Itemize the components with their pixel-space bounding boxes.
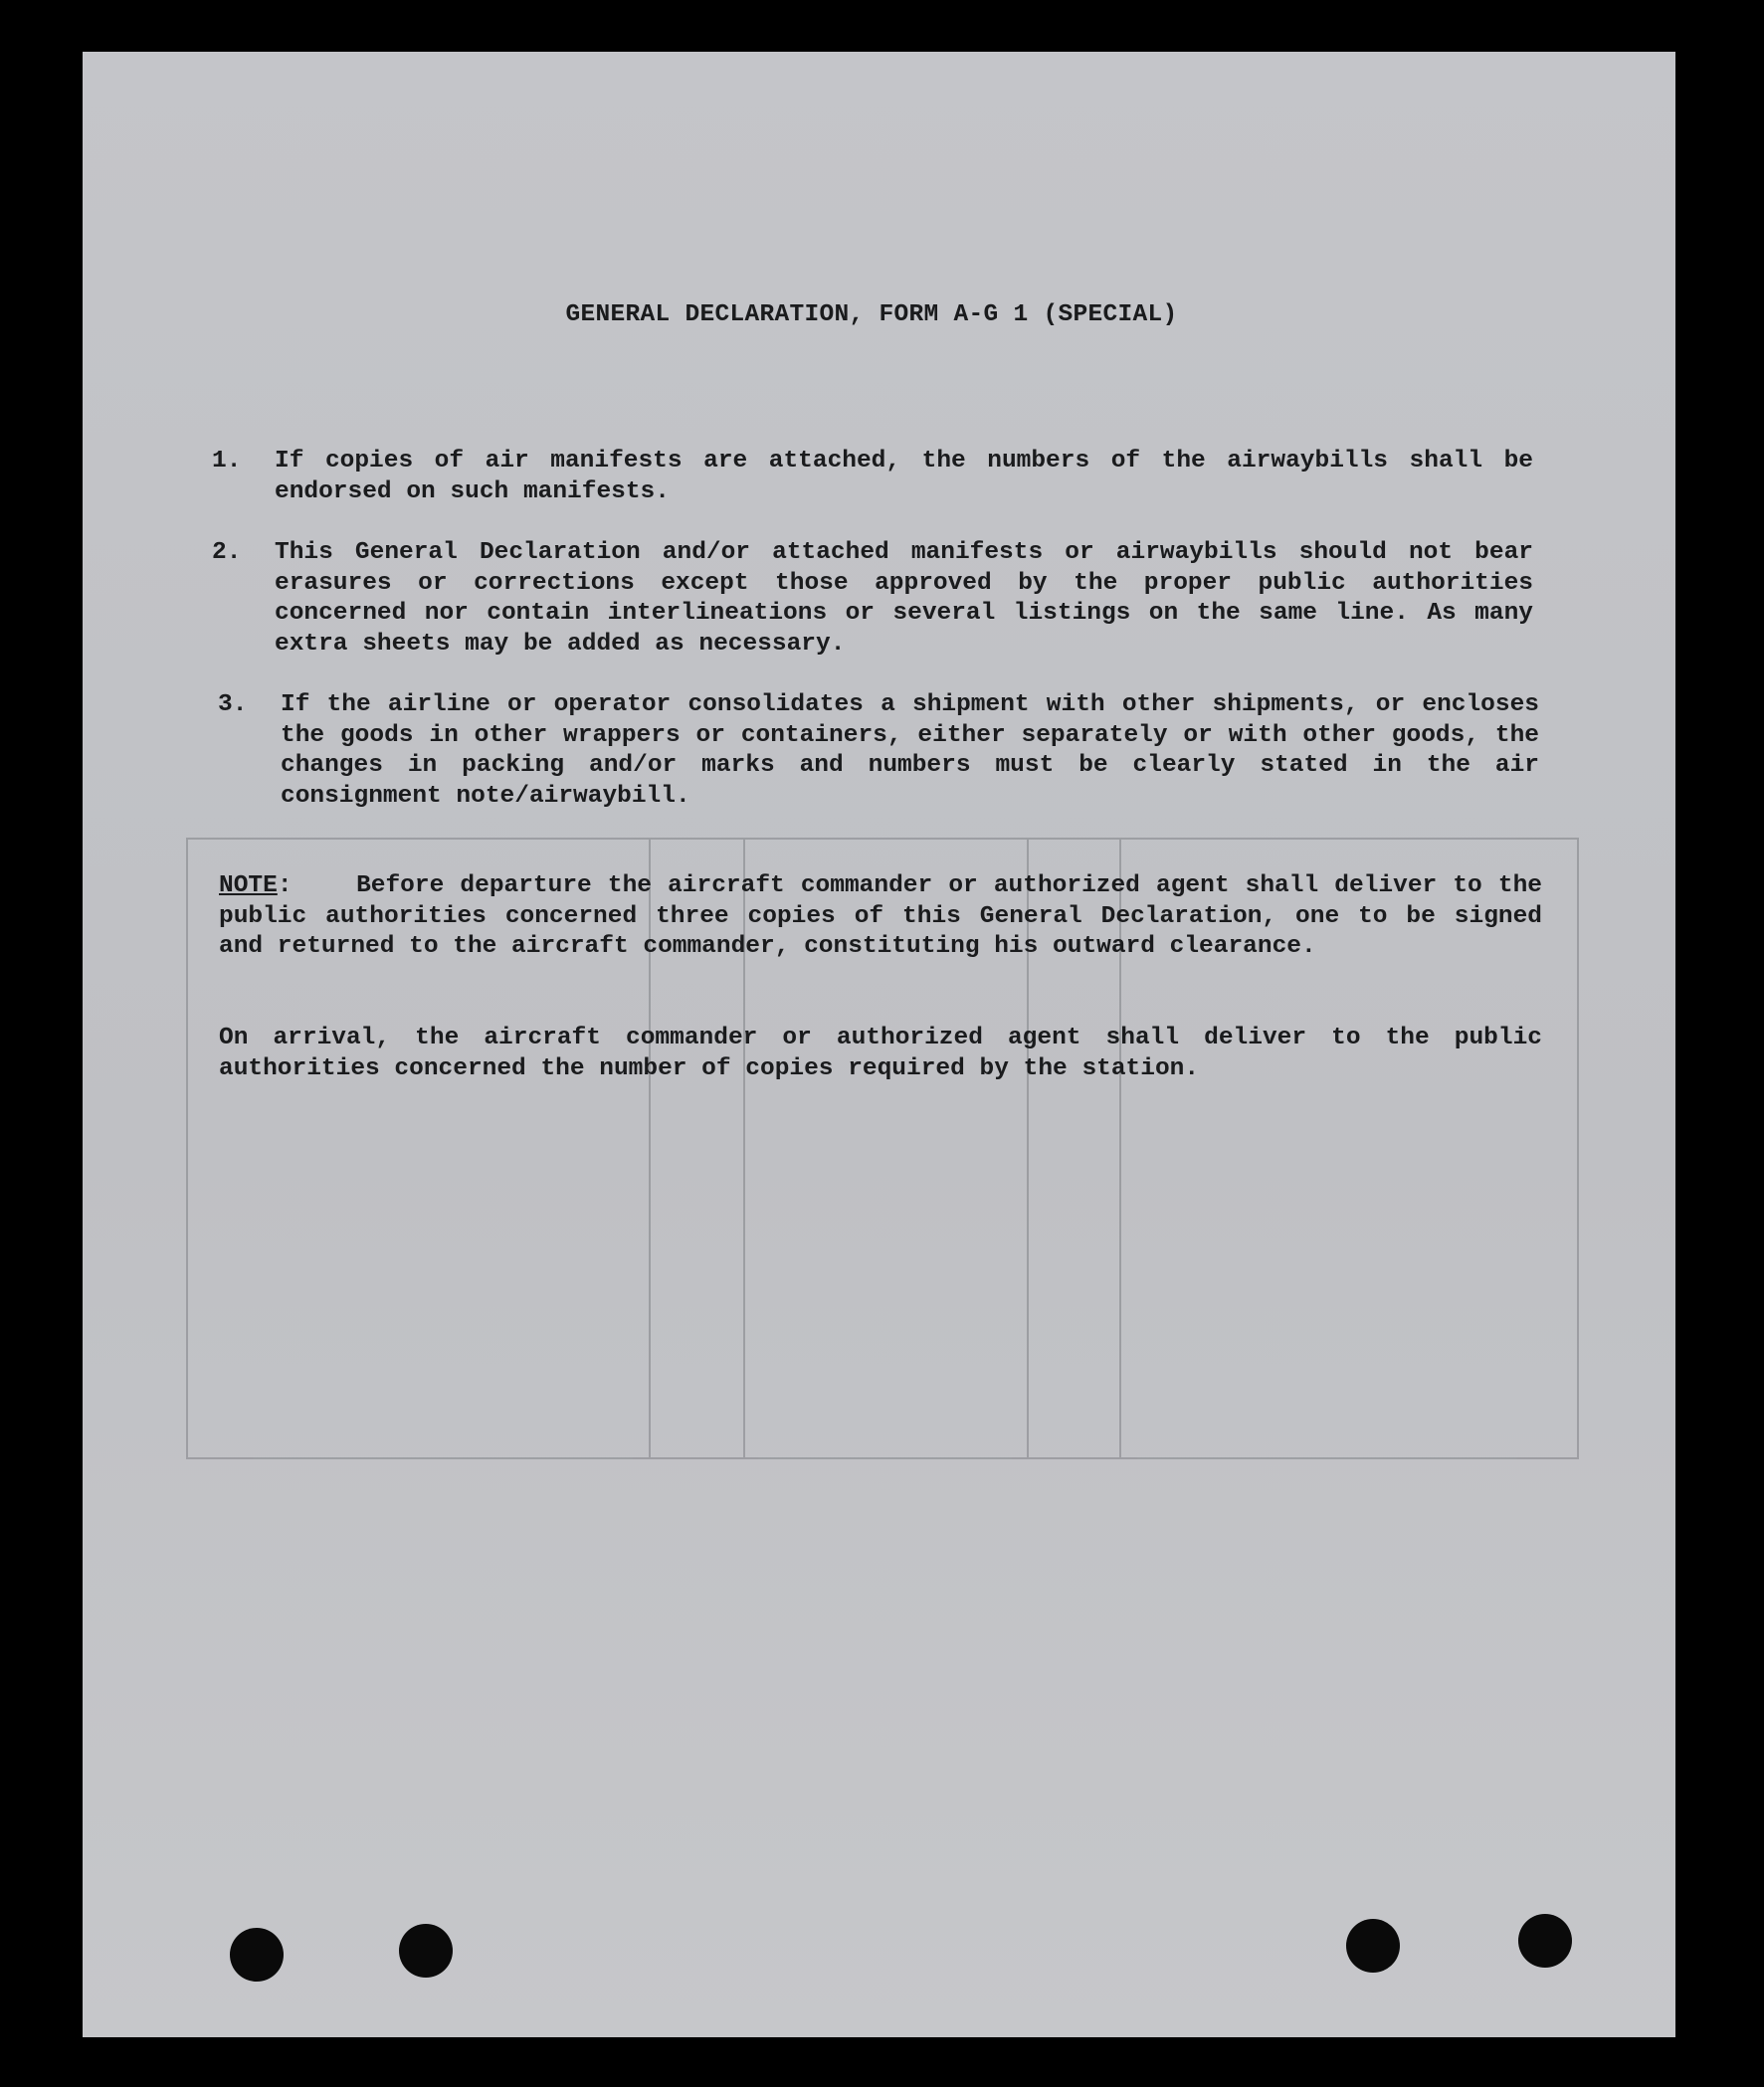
arrival-text: On arrival, the aircraft commander or authorized agent shall deliver to the public authorities concerned the number of copies required by the station. bbox=[219, 1025, 1542, 1082]
arrival-paragraph bbox=[219, 1024, 1542, 1084]
item-number: 3. bbox=[218, 691, 248, 718]
document-sheet bbox=[83, 52, 1675, 2037]
item-text: If copies of air manifests are attached, the numbers of the airwaybills shall be endorsed on such manifests. bbox=[275, 448, 1533, 505]
punch-hole bbox=[1346, 1919, 1400, 1973]
note-colon: : bbox=[277, 872, 293, 899]
item-text: This General Declaration and/or attached manifests or airwaybills should not bear erasures or corrections except those approved by the proper public authorities concerned nor contain interlineations or several listings on the same line. As many extra sheets may be added as necessary. bbox=[275, 539, 1533, 658]
punch-hole bbox=[230, 1928, 284, 1982]
note-text: Before departure the aircraft commander or authorized agent shall deliver to the public authorities concerned three copies of this General Declaration, one to be signed and returned to the aircraft commander, constituting his outward clearance. bbox=[219, 872, 1542, 960]
item-number: 2. bbox=[212, 539, 242, 566]
item-text: If the airline or operator consolidates a shipment with other shipments, or encloses the goods in other wrappers or containers, either separately or with other goods, the changes in packing and/or marks and numbers must be clearly stated in the air consignment note/airwaybill. bbox=[281, 691, 1539, 810]
note-paragraph bbox=[219, 871, 1542, 963]
page-title: GENERAL DECLARATION, FORM A-G 1 (SPECIAL) bbox=[565, 301, 1178, 328]
punch-hole bbox=[1518, 1914, 1572, 1968]
punch-hole bbox=[399, 1924, 453, 1978]
item-number: 1. bbox=[212, 448, 242, 474]
note-label: NOTE bbox=[219, 872, 278, 899]
declaration-instructions bbox=[83, 52, 1675, 2037]
